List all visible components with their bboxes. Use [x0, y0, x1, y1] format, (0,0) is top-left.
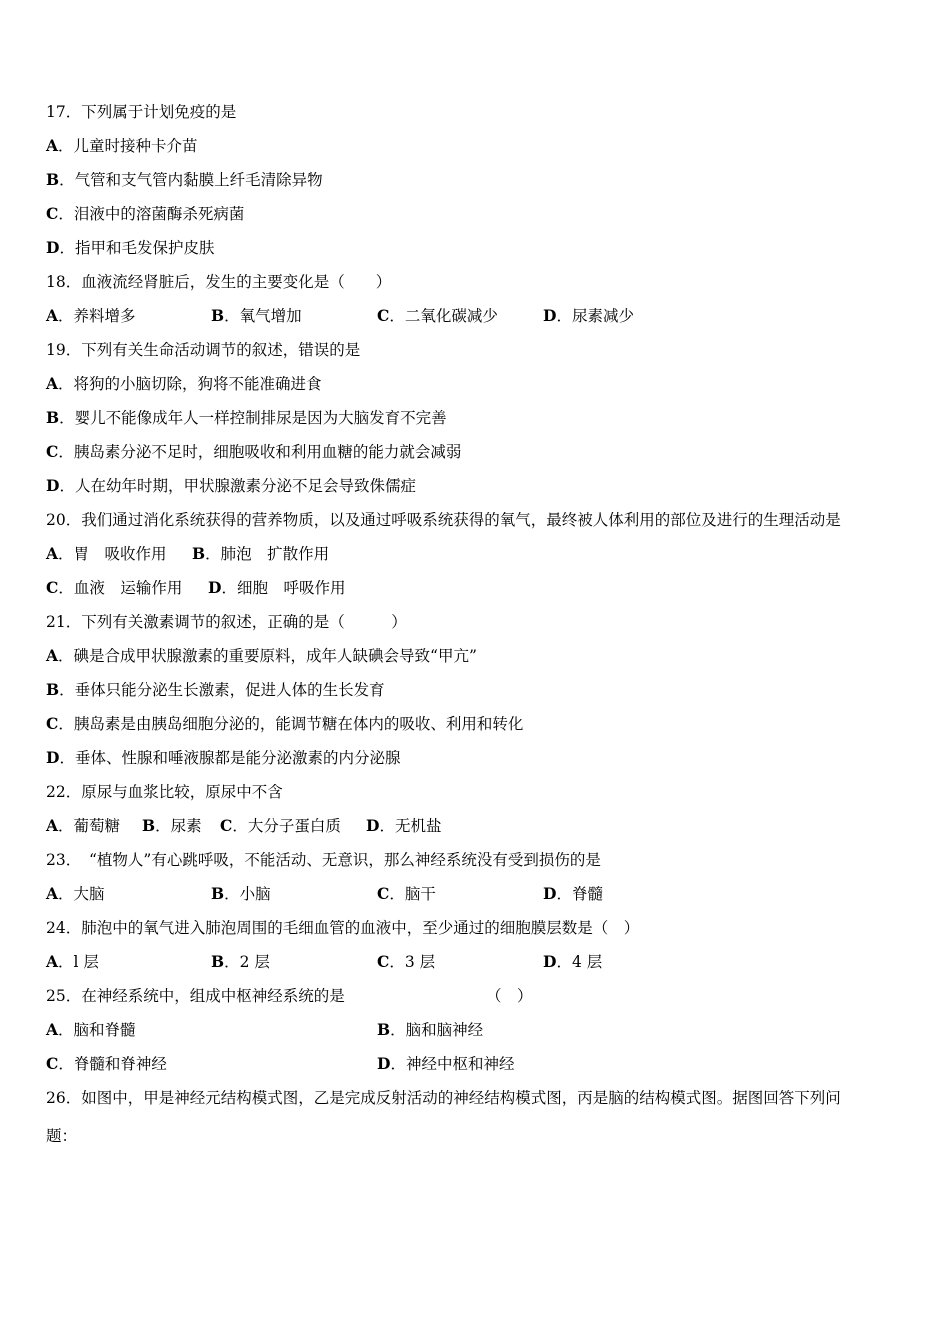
option-a: A．养料增多 — [46, 306, 136, 325]
question-number: 17 — [46, 103, 66, 121]
question-19-stem: 19．下列有关生命活动调节的叙述，错误的是 — [46, 341, 361, 359]
question-19-option-d: D．人在幼年时期，甲状腺激素分泌不足会导致侏儒症 — [46, 476, 416, 495]
question-text: 下列属于计划免疫的是 — [81, 103, 237, 121]
option-b: B．小脑 — [211, 884, 271, 903]
option-text: 脑和脑神经 — [405, 1021, 484, 1039]
question-text: 下列有关激素调节的叙述，正确的是（ ） — [81, 613, 407, 631]
option-label: A — [46, 136, 59, 155]
option-label: B — [46, 408, 60, 427]
option-c: C．大分子蛋白质 — [220, 816, 341, 835]
option-label: D — [46, 238, 60, 257]
option-text: 4 层 — [571, 953, 603, 971]
option-b: B．肺泡 扩散作用 — [192, 544, 330, 563]
option-text: 尿素 — [170, 817, 202, 835]
question-text: “植物人”有心跳呼吸，不能活动、无意识，那么神经系统没有受到损伤的是 — [89, 851, 601, 869]
question-21-option-c: C．胰岛素是由胰岛细胞分泌的，能调节糖在体内的吸收、利用和转化 — [46, 714, 524, 733]
option-text: 3 层 — [404, 953, 436, 971]
option-label: A — [46, 646, 59, 665]
option-text: 垂体只能分泌生长激素，促进人体的生长发育 — [74, 681, 385, 699]
question-22-options-row — [46, 812, 916, 846]
option-label: A — [46, 884, 59, 903]
option-text: l 层 — [73, 953, 99, 971]
option-label: A — [46, 374, 59, 393]
option-text: 脊髓和脊神经 — [73, 1055, 167, 1073]
question-number: 21 — [46, 613, 66, 631]
question-20-options-row-2 — [46, 574, 916, 608]
option-text: 小脑 — [239, 885, 271, 903]
option-label: B — [46, 680, 60, 699]
question-text: 原尿与血浆比较，原尿中不含 — [81, 783, 283, 801]
option-text: 尿素减少 — [571, 307, 634, 325]
option-label: D — [543, 306, 557, 325]
option-c: C．3 层 — [377, 952, 436, 971]
option-label: B — [211, 306, 225, 325]
question-24-stem: 24．肺泡中的氧气进入肺泡周围的毛细血管的血液中，至少通过的细胞膜层数是（ ） — [46, 919, 640, 937]
question-23-options-row — [46, 880, 916, 914]
option-text: 大分子蛋白质 — [247, 817, 341, 835]
option-text: 脑和脊髓 — [73, 1021, 136, 1039]
option-b: B．氧气增加 — [211, 306, 302, 325]
question-text: 在神经系统中，组成中枢神经系统的是 — [81, 987, 345, 1005]
option-text: 血液 运输作用 — [73, 579, 183, 597]
question-text: 如图中，甲是神经元结构模式图，乙是完成反射活动的神经结构模式图，丙是脑的结构模式图。据图回答下列问 — [81, 1089, 841, 1107]
option-text: 葡萄糖 — [73, 817, 121, 835]
question-17-option-a: A．儿童时接种卡介苗 — [46, 136, 198, 155]
option-label: D — [377, 1054, 391, 1073]
option-a: A．胃 吸收作用 — [46, 544, 167, 563]
option-label: D — [208, 578, 222, 597]
option-label: A — [46, 816, 59, 835]
question-25-options-row-1 — [46, 1016, 916, 1050]
option-label: D — [543, 884, 557, 903]
option-label: D — [46, 748, 60, 767]
question-21-stem: 21．下列有关激素调节的叙述，正确的是（ ） — [46, 613, 407, 631]
question-number: 22 — [46, 783, 66, 801]
question-17-option-b: B．气管和支气管内黏膜上纤毛清除异物 — [46, 170, 323, 189]
option-text: 泪液中的溶菌酶杀死病菌 — [73, 205, 245, 223]
question-text: 下列有关生命活动调节的叙述，错误的是 — [81, 341, 361, 359]
option-b: B．尿素 — [142, 816, 202, 835]
question-text: 肺泡中的氧气进入肺泡周围的毛细血管的血液中，至少通过的细胞膜层数是（ ） — [81, 919, 640, 937]
question-17-stem: 17．下列属于计划免疫的是 — [46, 103, 237, 121]
question-20-options-row-1 — [46, 540, 916, 574]
option-text: 垂体、性腺和唾液腺都是能分泌激素的内分泌腺 — [74, 749, 401, 767]
option-label: B — [46, 170, 60, 189]
option-label: A — [46, 544, 59, 563]
option-a: A．l 层 — [46, 952, 99, 971]
question-18-stem: 18．血液流经肾脏后，发生的主要变化是（ ） — [46, 273, 392, 291]
question-17-option-d: D．指甲和毛发保护皮肤 — [46, 238, 215, 257]
option-text: 指甲和毛发保护皮肤 — [74, 239, 215, 257]
option-label: B — [211, 884, 225, 903]
option-a: A．葡萄糖 — [46, 816, 121, 835]
option-d: D．脊髓 — [543, 884, 603, 903]
question-text: 题： — [46, 1127, 78, 1145]
option-text: 儿童时接种卡介苗 — [73, 137, 198, 155]
option-text: 二氧化碳减少 — [404, 307, 498, 325]
question-21-option-d: D．垂体、性腺和唾液腺都是能分泌激素的内分泌腺 — [46, 748, 401, 767]
exam-page — [46, 98, 916, 1156]
question-number: 24 — [46, 919, 66, 937]
option-text: 养料增多 — [73, 307, 136, 325]
option-text: 细胞 呼吸作用 — [236, 579, 346, 597]
option-text: 无机盐 — [394, 817, 442, 835]
option-label: B — [211, 952, 225, 971]
option-d: D．神经中枢和神经 — [377, 1054, 515, 1073]
option-text: 肺泡 扩散作用 — [220, 545, 330, 563]
option-text: 将狗的小脑切除，狗将不能准确进食 — [73, 375, 322, 393]
option-label: A — [46, 306, 59, 325]
question-number: 19 — [46, 341, 66, 359]
question-18-options-row — [46, 302, 916, 336]
option-d: D．4 层 — [543, 952, 603, 971]
option-text: 神经中枢和神经 — [405, 1055, 515, 1073]
option-text: 胃 吸收作用 — [73, 545, 167, 563]
option-c: C．脑干 — [377, 884, 436, 903]
question-21-option-a: A．碘是合成甲状腺激素的重要原料，成年人缺碘会导致“甲亢” — [46, 646, 477, 665]
question-25-stem: 25．在神经系统中，组成中枢神经系统的是 （ ） — [46, 982, 916, 1016]
question-20-stem: 20．我们通过消化系统获得的营养物质，以及通过呼吸系统获得的氧气，最终被人体利用的部位及进行的生理活动是 — [46, 511, 841, 529]
option-c: C．二氧化碳减少 — [377, 306, 498, 325]
option-text: 大脑 — [73, 885, 105, 903]
option-label: C — [377, 306, 390, 325]
option-label: C — [220, 816, 233, 835]
option-text: 脊髓 — [571, 885, 603, 903]
question-number: 18 — [46, 273, 66, 291]
question-26-stem-continued — [46, 1122, 916, 1156]
option-d: D．尿素减少 — [543, 306, 634, 325]
option-label: A — [46, 1020, 59, 1039]
question-23-stem: 23． “植物人”有心跳呼吸，不能活动、无意识，那么神经系统没有受到损伤的是 — [46, 851, 601, 869]
option-text: 胰岛素分泌不足时，细胞吸收和利用血糖的能力就会减弱 — [73, 443, 462, 461]
question-number: 20 — [46, 511, 66, 529]
question-21-option-b: B．垂体只能分泌生长激素，促进人体的生长发育 — [46, 680, 385, 699]
question-19-option-a: A．将狗的小脑切除，狗将不能准确进食 — [46, 374, 322, 393]
option-label: B — [192, 544, 206, 563]
option-text: 人在幼年时期，甲状腺激素分泌不足会导致侏儒症 — [74, 477, 416, 495]
option-a: A．大脑 — [46, 884, 105, 903]
option-label: D — [46, 476, 60, 495]
option-label: C — [46, 204, 59, 223]
option-c: C．脊髓和脊神经 — [46, 1054, 167, 1073]
option-label: B — [377, 1020, 391, 1039]
option-label: C — [46, 714, 59, 733]
question-text: 血液流经肾脏后，发生的主要变化是（ ） — [81, 273, 392, 291]
option-label: D — [543, 952, 557, 971]
question-25-options-row-2 — [46, 1050, 916, 1084]
question-number: 25 — [46, 987, 66, 1005]
option-label: D — [366, 816, 380, 835]
answer-blank: （ ） — [486, 987, 533, 1005]
option-label: C — [46, 1054, 59, 1073]
option-text: 氧气增加 — [239, 307, 302, 325]
option-text: 婴儿不能像成年人一样控制排尿是因为大脑发育不完善 — [74, 409, 447, 427]
option-label: C — [377, 884, 390, 903]
question-17-option-c: C．泪液中的溶菌酶杀死病菌 — [46, 204, 245, 223]
option-text: 碘是合成甲状腺激素的重要原料，成年人缺碘会导致“甲亢” — [73, 647, 477, 665]
option-c: C．血液 运输作用 — [46, 578, 183, 597]
option-label: C — [377, 952, 390, 971]
question-number: 23 — [46, 851, 66, 869]
option-label: C — [46, 442, 59, 461]
question-22-stem: 22．原尿与血浆比较，原尿中不含 — [46, 783, 283, 801]
option-label: B — [142, 816, 156, 835]
option-d: D．细胞 呼吸作用 — [208, 578, 346, 597]
option-label: C — [46, 578, 59, 597]
question-26-stem: 26．如图中，甲是神经元结构模式图，乙是完成反射活动的神经结构模式图，丙是脑的结构模式图。据图回答下列问 — [46, 1089, 841, 1107]
option-a: A．脑和脊髓 — [46, 1020, 136, 1039]
question-number: 26 — [46, 1089, 66, 1107]
option-b: B．脑和脑神经 — [377, 1020, 484, 1039]
option-text: 脑干 — [404, 885, 436, 903]
question-text: 我们通过消化系统获得的营养物质，以及通过呼吸系统获得的氧气，最终被人体利用的部位及进行的生理活动是 — [81, 511, 841, 529]
option-text: 气管和支气管内黏膜上纤毛清除异物 — [74, 171, 323, 189]
question-24-options-row — [46, 948, 916, 982]
option-text: 2 层 — [239, 953, 270, 971]
option-b: B．2 层 — [211, 952, 270, 971]
option-text: 胰岛素是由胰岛细胞分泌的，能调节糖在体内的吸收、利用和转化 — [73, 715, 524, 733]
question-19-option-b: B．婴儿不能像成年人一样控制排尿是因为大脑发育不完善 — [46, 408, 447, 427]
question-19-option-c: C．胰岛素分泌不足时，细胞吸收和利用血糖的能力就会减弱 — [46, 442, 462, 461]
option-label: A — [46, 952, 59, 971]
option-d: D．无机盐 — [366, 816, 442, 835]
